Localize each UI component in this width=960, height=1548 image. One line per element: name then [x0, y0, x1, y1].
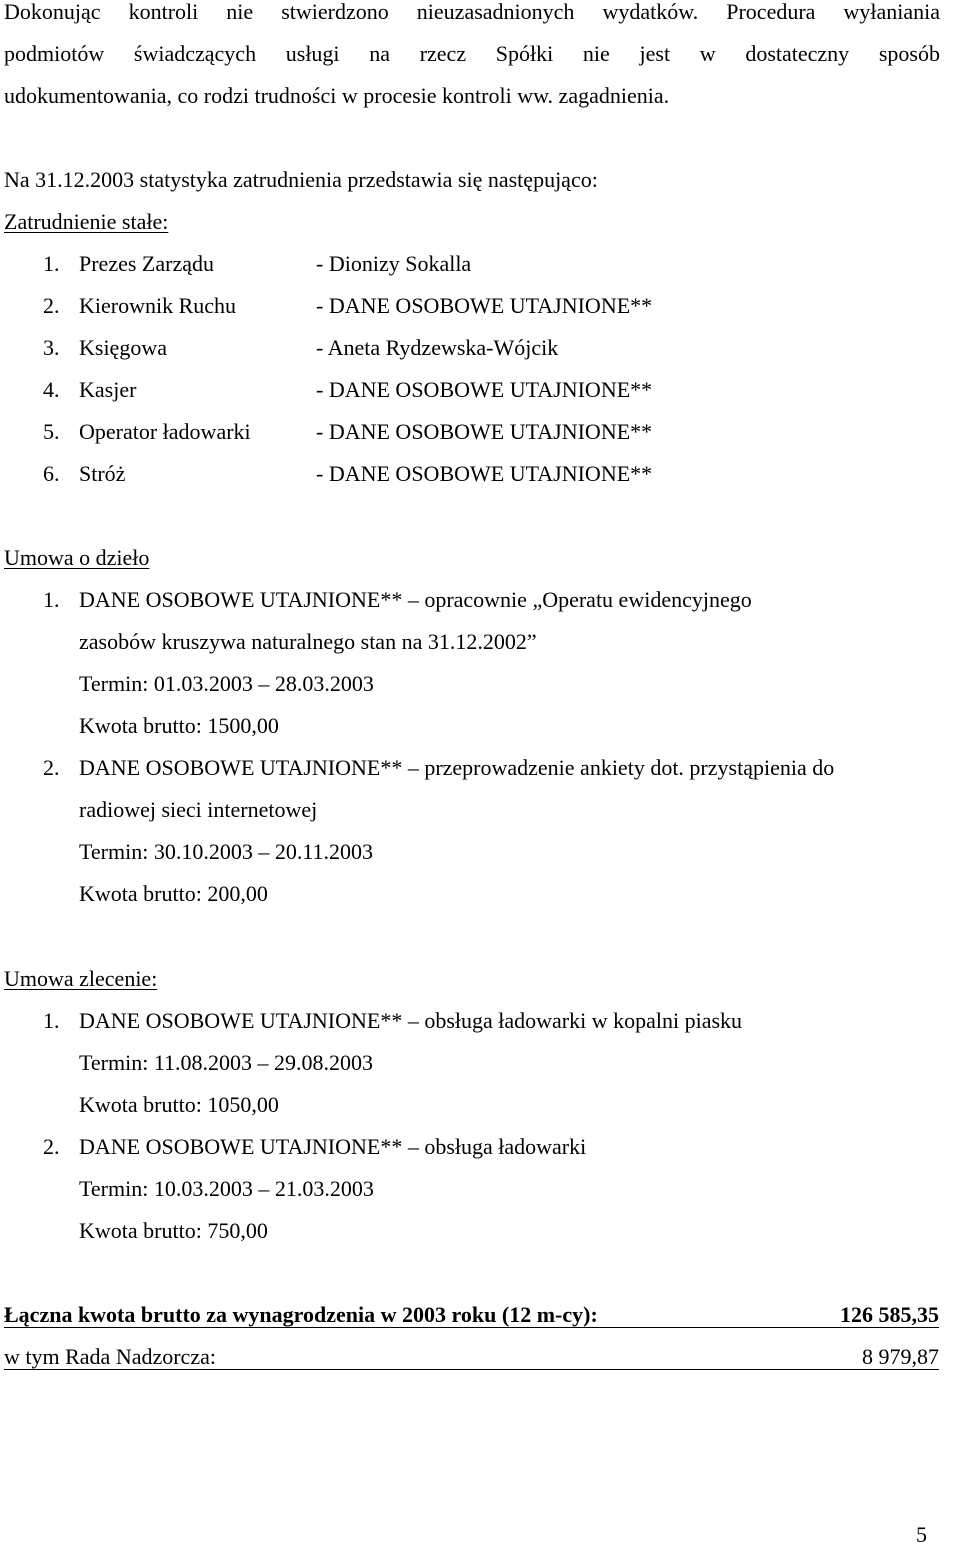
list-item-amount: Kwota brutto: 1050,00: [79, 1092, 279, 1117]
list-item-number: 5.: [43, 419, 60, 444]
list-item-role: Stróż: [79, 461, 126, 486]
list-item-amount: Kwota brutto: 750,00: [79, 1218, 268, 1243]
work-contract-heading: Umowa o dzieło: [4, 545, 150, 570]
list-item-number: 4.: [43, 377, 60, 402]
commission-contract-heading: Umowa zlecenie:: [4, 966, 158, 991]
list-item-number: 2.: [43, 1134, 60, 1159]
intro-line-1: Dokonując kontroli nie stwierdzono nieuzasadnionych wydatków. Procedura wyłaniania: [4, 0, 940, 24]
list-item-role: Prezes Zarządu: [79, 251, 214, 276]
list-item-person: - DANE OSOBOWE UTAJNIONE**: [316, 377, 653, 402]
list-item-description: DANE OSOBOWE UTAJNIONE** – opracownie „Operatu ewidencyjnego: [79, 587, 752, 612]
list-item-person: - DANE OSOBOWE UTAJNIONE**: [316, 419, 653, 444]
list-item-person: - Dionizy Sokalla: [316, 251, 472, 276]
list-item-number: 2.: [43, 755, 60, 780]
page-number: 5: [916, 1522, 927, 1547]
list-item-role: Kasjer: [79, 377, 137, 402]
total-underline: [4, 1327, 939, 1328]
list-item-role: Operator ładowarki: [79, 419, 251, 444]
list-item-person: - Aneta Rydzewska-Wójcik: [316, 335, 559, 360]
list-item-person: - DANE OSOBOWE UTAJNIONE**: [316, 293, 653, 318]
list-item-number: 1.: [43, 1008, 60, 1033]
total-compensation-label: Łączna kwota brutto za wynagrodzenia w 2003 roku (12 m-cy):: [4, 1302, 598, 1327]
list-item-term: Termin: 11.08.2003 – 29.08.2003: [79, 1050, 374, 1075]
list-item: [0, 294, 960, 318]
list-item-number: 1.: [43, 587, 60, 612]
list-item-number: 2.: [43, 293, 60, 318]
list-item-role: Kierownik Ruchu: [79, 293, 237, 318]
list-item-amount: Kwota brutto: 200,00: [79, 881, 268, 906]
list-item-number: 1.: [43, 251, 60, 276]
employment-intro: Na 31.12.2003 statystyka zatrudnienia przedstawia się następująco:: [4, 167, 598, 192]
intro-line-3: udokumentowania, co rodzi trudności w procesie kontroli ww. zagadnienia.: [4, 83, 670, 108]
list-item-role: Księgowa: [79, 335, 167, 360]
list-item: [0, 420, 960, 444]
list-item: [0, 252, 960, 276]
list-item-term: Termin: 10.03.2003 – 21.03.2003: [79, 1176, 374, 1201]
intro-line-2: podmiotów świadczących usługi na rzecz Spółki nie jest w dostateczny sposób: [4, 41, 940, 66]
list-item-description: DANE OSOBOWE UTAJNIONE** – obsługa ładowarki w kopalni piasku: [79, 1008, 743, 1033]
supervisory-board-label: w tym Rada Nadzorcza:: [4, 1344, 216, 1369]
list-item-description: DANE OSOBOWE UTAJNIONE** – obsługa ładowarki: [79, 1134, 587, 1159]
list-item: [0, 336, 960, 360]
list-item-description-cont: radiowej sieci internetowej: [79, 797, 318, 822]
list-item: [0, 462, 960, 486]
list-item-person: - DANE OSOBOWE UTAJNIONE**: [316, 461, 653, 486]
list-item-term: Termin: 30.10.2003 – 20.11.2003: [79, 839, 374, 864]
list-item-description: DANE OSOBOWE UTAJNIONE** – przeprowadzenie ankiety dot. przystąpienia do: [79, 755, 835, 780]
list-item-number: 6.: [43, 461, 60, 486]
supervisory-board-value: 8 979,87: [862, 1344, 939, 1369]
board-underline: [4, 1369, 939, 1370]
list-item-description-cont: zasobów kruszywa naturalnego stan na 31.12.2002”: [79, 629, 537, 654]
list-item: [0, 378, 960, 402]
permanent-employment-heading: Zatrudnienie stałe:: [4, 209, 169, 234]
list-item-term: Termin: 01.03.2003 – 28.03.2003: [79, 671, 374, 696]
list-item-amount: Kwota brutto: 1500,00: [79, 713, 279, 738]
total-compensation-value: 126 585,35: [840, 1302, 939, 1327]
list-item-number: 3.: [43, 335, 60, 360]
